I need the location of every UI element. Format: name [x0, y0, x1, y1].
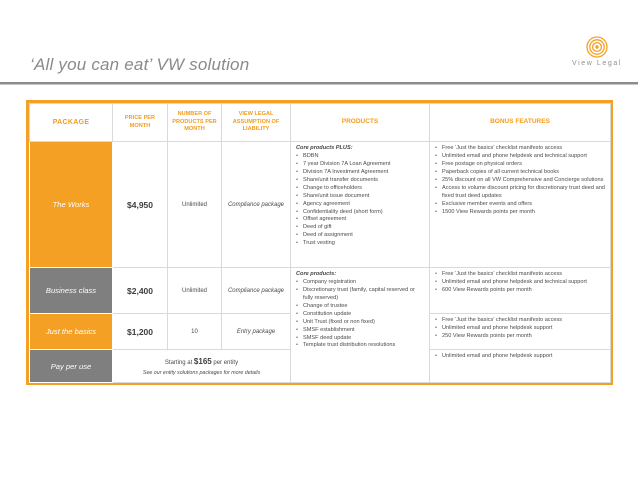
list-item: • Access to volume discount pricing for discretionary trust deed and fixed trust deed updates	[435, 185, 605, 201]
list-item: • Deed of assignment	[296, 232, 424, 240]
bonus-the-works	[430, 142, 611, 268]
list-item: • Change of trustee	[296, 303, 424, 311]
list-item: • Confidentiality deed (short form)	[296, 209, 424, 217]
bonus-list	[435, 317, 605, 341]
header-bonus: BONUS FEATURES	[430, 104, 611, 142]
list-item: • Free ‘Just the basics’ checklist manifesto access	[435, 271, 605, 279]
core-products-heading: Core products:	[296, 271, 337, 277]
bonus-list	[435, 145, 605, 216]
list-item: • Share/unit issue document	[296, 193, 424, 201]
bonus-pay-per-use	[430, 350, 611, 383]
list-item: • Free ‘Just the basics’ checklist manifesto access	[435, 317, 605, 325]
list-item: • 7 year Division 7A Loan Agreement	[296, 161, 424, 169]
brand-logo	[569, 36, 625, 67]
price-business-class: $2,400	[113, 268, 168, 314]
package-the-works: The Works	[30, 142, 113, 268]
table-header-row	[30, 104, 611, 142]
list-item: • Division 7A Investment Agreement	[296, 169, 424, 177]
pay-per-use-note: See our entity solutions packages for more details	[142, 369, 261, 376]
pay-per-use-price-line	[117, 357, 286, 366]
list-item: • Agency agreement	[296, 201, 424, 209]
list-item: • Unit Trust (fixed or non fixed)	[296, 319, 424, 327]
header-rule-light	[0, 84, 638, 85]
list-item: • Unlimited email and phone helpdesk support	[435, 325, 605, 333]
list-item: • 25% discount on all VW Comprehensive and Concierge solutions	[435, 177, 605, 185]
list-item: • Discretionary trust (family, capital reserved or fully reserved)	[296, 287, 424, 303]
list-item: • Unlimited email and phone helpdesk support	[435, 353, 605, 361]
products-count-just-the-basics: 10	[168, 314, 222, 350]
list-item: • Deed of gift	[296, 224, 424, 232]
page-title: ‘All you can eat’ VW solution	[30, 55, 250, 74]
pay-per-use-suffix: per entity	[211, 359, 239, 366]
list-item: • Exclusive member events and offers	[435, 201, 605, 209]
header-products: PRODUCTS	[291, 104, 430, 142]
header-products-count: NUMBER OF PRODUCTS PER MONTH	[168, 104, 222, 142]
brand-name: View Legal	[571, 60, 623, 67]
liability-the-works: Compliance package	[222, 142, 291, 268]
list-item: • Paperback copies of all current technical books	[435, 169, 605, 177]
list-item: • Free postage on physical orders	[435, 161, 605, 169]
core-products	[291, 268, 430, 383]
list-item: • Unlimited email and phone helpdesk and technical support	[435, 153, 605, 161]
table-row	[30, 268, 611, 314]
header-liability: VIEW LEGAL ASSUMPTION OF LIABILITY	[222, 104, 291, 142]
header-price: PRICE PER MONTH	[113, 104, 168, 142]
list-item: • SMSF establishment	[296, 327, 424, 335]
pay-per-use-prefix: Starting at	[164, 359, 194, 366]
products-count-the-works: Unlimited	[168, 142, 222, 268]
spiral-logo-icon	[586, 36, 608, 58]
list-item: • 250 View Rewards points per month	[435, 333, 605, 341]
list-item: • 600 View Rewards points per month	[435, 287, 605, 295]
list-item: • Constitution update	[296, 311, 424, 319]
list-item: • SMSF deed update	[296, 335, 424, 343]
list-item: • Change to officeholders	[296, 185, 424, 193]
products-plus-heading: Core products PLUS:	[296, 145, 353, 151]
products-plus-list	[296, 153, 424, 248]
list-item: • Trust vesting	[296, 240, 424, 248]
package-business-class: Business class	[30, 268, 113, 314]
pay-per-use-details	[113, 350, 291, 383]
table-row	[30, 142, 611, 268]
bonus-business-class	[430, 268, 611, 314]
header-package: PACKAGE	[30, 104, 113, 142]
liability-business-class: Compliance package	[222, 268, 291, 314]
liability-just-the-basics: Entry package	[222, 314, 291, 350]
list-item: • BDBN	[296, 153, 424, 161]
bonus-list	[435, 353, 605, 361]
list-item: • Free ‘Just the basics’ checklist manifesto access	[435, 145, 605, 153]
list-item: • Offset agreement	[296, 216, 424, 224]
core-products-list	[296, 279, 424, 350]
package-pay-per-use: Pay per use	[30, 350, 113, 383]
pay-per-use-price: $165	[193, 356, 212, 366]
list-item: • Unlimited email and phone helpdesk and technical support	[435, 279, 605, 287]
products-the-works	[291, 142, 430, 268]
bonus-list	[435, 271, 605, 295]
products-count-business-class: Unlimited	[168, 268, 222, 314]
price-the-works: $4,950	[113, 142, 168, 268]
pricing-table	[26, 100, 613, 385]
bonus-just-the-basics	[430, 314, 611, 350]
list-item: • Company registration	[296, 279, 424, 287]
price-just-the-basics: $1,200	[113, 314, 168, 350]
list-item: • Share/unit transfer documents	[296, 177, 424, 185]
list-item: • Template trust distribution resolutions	[296, 342, 424, 350]
package-just-the-basics: Just the basics	[30, 314, 113, 350]
list-item: • 1500 View Rewards points per month	[435, 209, 605, 217]
